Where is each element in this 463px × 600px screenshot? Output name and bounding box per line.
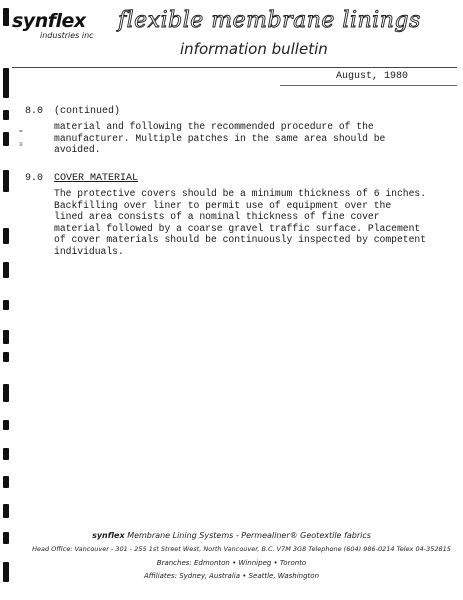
section-number: 8.0 <box>25 106 44 117</box>
header-divider <box>12 67 457 68</box>
footer-brand: synflex <box>92 531 125 540</box>
margin-mark: ≡ <box>19 141 23 148</box>
date-divider <box>280 85 457 86</box>
section-text: The protective covers should be a minimum thickness of 6 inches. Backfilling over liner to permit use of equipment over the lined area consists of a nominal thickness of fine cover material followed by a coarse gravel traffic surface. Placement of cover materials should be continuously inspected by competent individuals. <box>54 188 427 257</box>
logo-subtitle: industries inc <box>40 31 94 40</box>
section-text: material and following the recommended procedure of the manufacturer. Multiple patches in the same area should be avoided. <box>54 121 386 156</box>
section-heading: (continued) <box>54 106 121 117</box>
header-title: flexible membrane linings <box>118 8 421 33</box>
binding-holes <box>0 0 14 600</box>
section-number: 9.0 <box>25 173 44 184</box>
footer-products: Membrane Lining Systems - Permealiner® Geotextile fabrics <box>127 531 371 540</box>
section-heading: COVER MATERIAL <box>54 173 139 184</box>
bulletin-subtitle: information bulletin <box>180 40 328 58</box>
bulletin-date: August, 1980 <box>336 71 409 82</box>
margin-mark: = <box>19 128 23 135</box>
footer-tagline <box>0 531 463 540</box>
company-logo: synflex <box>12 10 86 32</box>
footer-affiliates: Affiliates: Sydney, Australia • Seattle, Washington <box>143 572 320 580</box>
footer-branches: Branches: Edmonton • Winnipeg • Toronto <box>156 559 307 567</box>
footer-head-office: Head Office: Vancouver - 301 - 255 1st Street West, North Vancouver, B.C. V7M 3G8 Telephone (604) 986-0214 Telex 04-352815 <box>32 545 451 553</box>
